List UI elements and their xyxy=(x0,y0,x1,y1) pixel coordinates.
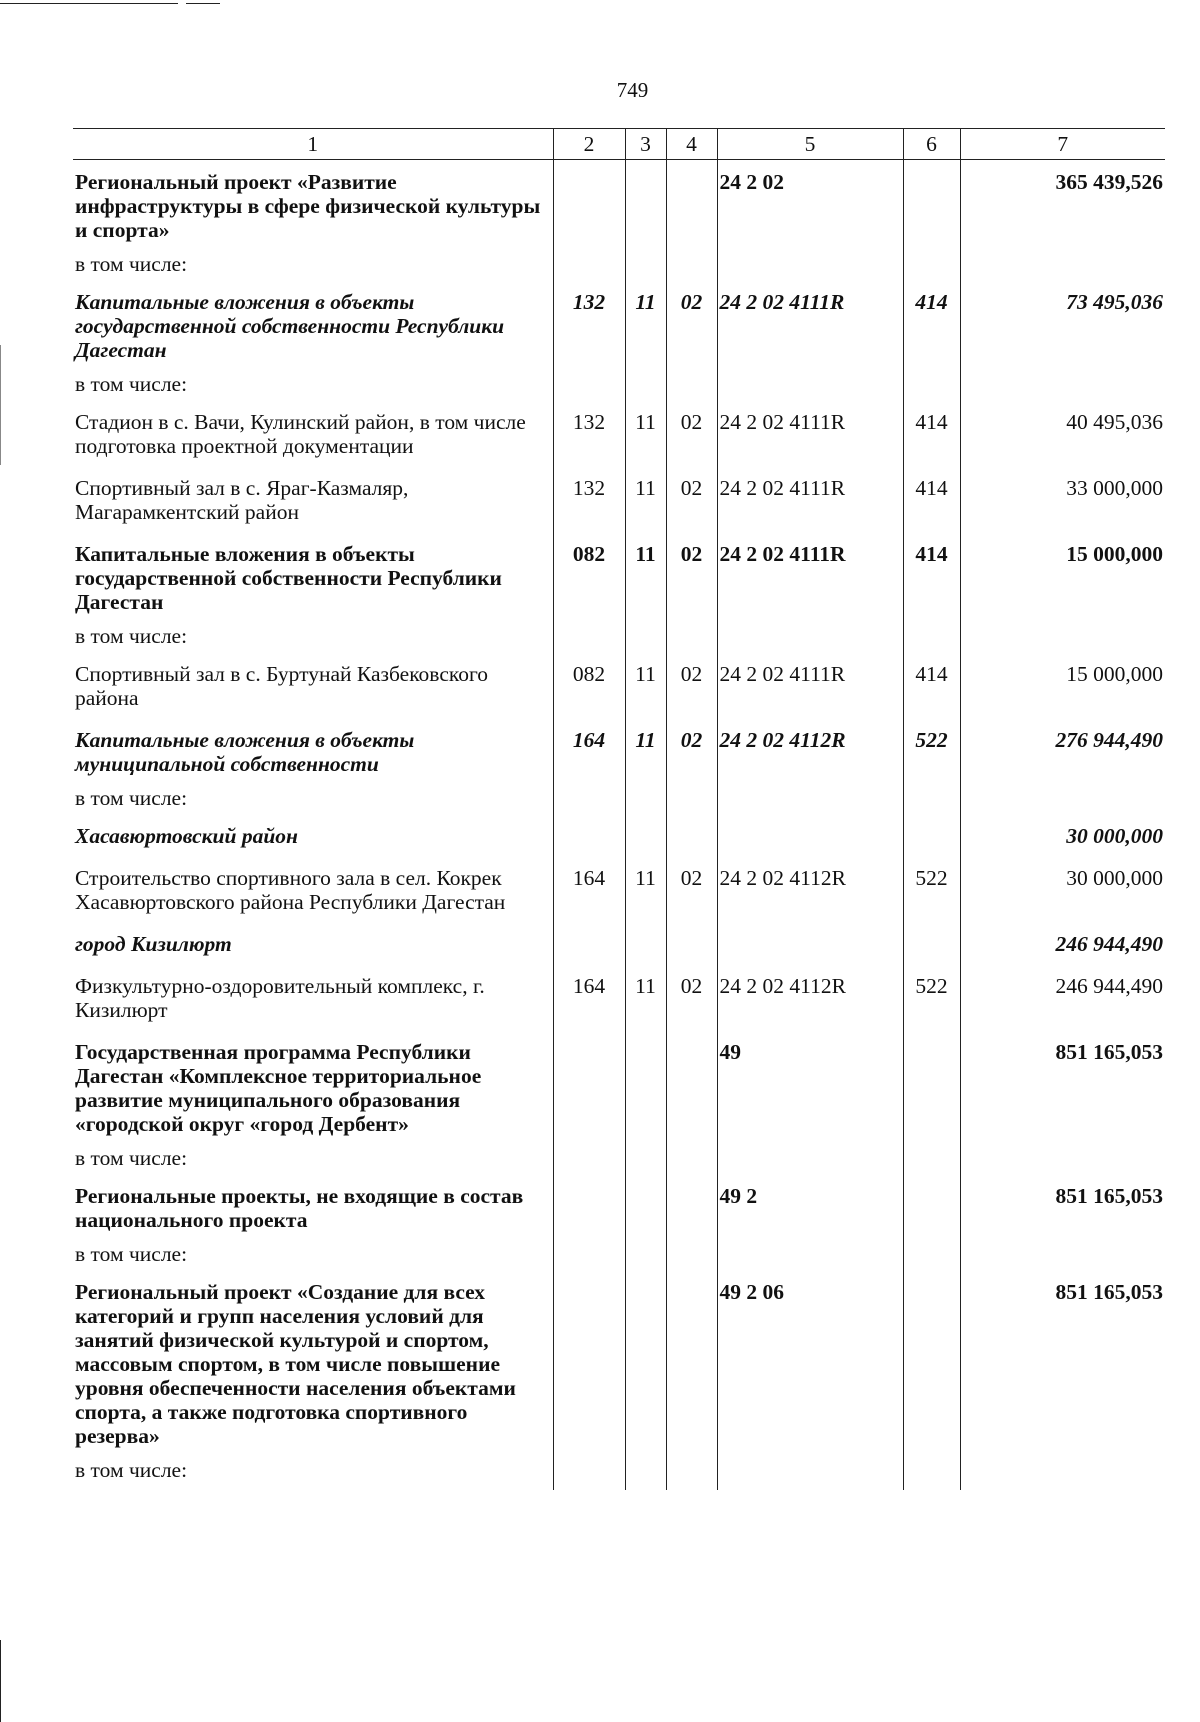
table-row xyxy=(73,532,1165,622)
row-code xyxy=(717,922,903,964)
row-code xyxy=(717,1144,903,1174)
table-row xyxy=(73,922,1165,964)
column-header: 5 xyxy=(717,129,903,160)
row-c6 xyxy=(903,160,960,251)
row-code xyxy=(717,370,903,400)
table-row xyxy=(73,784,1165,814)
table-row xyxy=(73,814,1165,856)
row-c6 xyxy=(903,370,960,400)
row-amount: 15 000,000 xyxy=(960,532,1165,622)
row-c2 xyxy=(553,250,625,280)
budget-table xyxy=(73,128,1165,1490)
row-amount xyxy=(960,1144,1165,1174)
row-c6: 414 xyxy=(903,466,960,532)
table-row xyxy=(73,160,1165,251)
table-row xyxy=(73,622,1165,652)
table-body xyxy=(73,160,1165,1491)
row-code: 24 2 02 4112R xyxy=(717,964,903,1030)
table-row xyxy=(73,280,1165,370)
row-c3 xyxy=(625,784,666,814)
row-c6: 522 xyxy=(903,964,960,1030)
row-c3 xyxy=(625,1144,666,1174)
row-c3 xyxy=(625,1174,666,1240)
table-header xyxy=(73,129,1165,160)
row-c4 xyxy=(666,922,717,964)
column-header: 3 xyxy=(625,129,666,160)
row-c2 xyxy=(553,1240,625,1270)
row-code xyxy=(717,814,903,856)
row-c6: 414 xyxy=(903,400,960,466)
row-c3: 11 xyxy=(625,856,666,922)
row-name: Строительство спортивного зала в сел. Кокрек Хасавюртовского района Республики Дагестан xyxy=(73,856,553,922)
row-amount: 851 165,053 xyxy=(960,1030,1165,1144)
row-c3 xyxy=(625,814,666,856)
row-amount: 851 165,053 xyxy=(960,1270,1165,1456)
row-c4 xyxy=(666,1174,717,1240)
row-amount: 33 000,000 xyxy=(960,466,1165,532)
row-code: 24 2 02 4111R xyxy=(717,532,903,622)
row-amount xyxy=(960,1456,1165,1490)
table-row xyxy=(73,1456,1165,1490)
row-amount: 246 944,490 xyxy=(960,964,1165,1030)
row-name: в том числе: xyxy=(73,370,553,400)
row-name: в том числе: xyxy=(73,622,553,652)
row-code xyxy=(717,1240,903,1270)
row-c4 xyxy=(666,622,717,652)
row-c4 xyxy=(666,814,717,856)
scan-artifact-left xyxy=(0,1640,1,1722)
row-c4 xyxy=(666,1240,717,1270)
table-row xyxy=(73,964,1165,1030)
row-code: 24 2 02 4111R xyxy=(717,466,903,532)
row-c6 xyxy=(903,622,960,652)
row-code: 24 2 02 4112R xyxy=(717,856,903,922)
scan-artifact-top xyxy=(0,3,178,4)
row-c3: 11 xyxy=(625,964,666,1030)
row-name: Капитальные вложения в объекты государственной собственности Республики Дагестан xyxy=(73,280,553,370)
row-name: Региональный проект «Развитие инфраструктуры в сфере физической культуры и спорта» xyxy=(73,160,553,251)
row-c3: 11 xyxy=(625,466,666,532)
row-c4 xyxy=(666,160,717,251)
row-name: в том числе: xyxy=(73,1240,553,1270)
row-c3 xyxy=(625,370,666,400)
row-c3 xyxy=(625,1270,666,1456)
row-c2: 132 xyxy=(553,280,625,370)
table-row xyxy=(73,370,1165,400)
row-amount xyxy=(960,1240,1165,1270)
row-name: Спортивный зал в с. Яраг-Казмаляр, Магарамкентский район xyxy=(73,466,553,532)
row-name: Капитальные вложения в объекты муниципальной собственности xyxy=(73,718,553,784)
row-c3 xyxy=(625,160,666,251)
row-amount: 15 000,000 xyxy=(960,652,1165,718)
row-name: в том числе: xyxy=(73,250,553,280)
table-row xyxy=(73,250,1165,280)
row-c4: 02 xyxy=(666,280,717,370)
row-c3 xyxy=(625,250,666,280)
row-code: 49 2 06 xyxy=(717,1270,903,1456)
row-c2: 082 xyxy=(553,652,625,718)
row-amount: 276 944,490 xyxy=(960,718,1165,784)
row-c4: 02 xyxy=(666,964,717,1030)
row-c3: 11 xyxy=(625,400,666,466)
row-amount: 246 944,490 xyxy=(960,922,1165,964)
row-amount: 30 000,000 xyxy=(960,814,1165,856)
row-c4 xyxy=(666,250,717,280)
row-c6: 414 xyxy=(903,532,960,622)
column-header: 1 xyxy=(73,129,553,160)
row-c6 xyxy=(903,1144,960,1174)
table-row xyxy=(73,466,1165,532)
row-c3: 11 xyxy=(625,532,666,622)
row-c6: 522 xyxy=(903,856,960,922)
row-c4: 02 xyxy=(666,718,717,784)
row-code: 49 xyxy=(717,1030,903,1144)
row-c2 xyxy=(553,1174,625,1240)
row-c6 xyxy=(903,922,960,964)
row-c3 xyxy=(625,1030,666,1144)
row-c2: 164 xyxy=(553,718,625,784)
row-c6 xyxy=(903,250,960,280)
row-c2: 164 xyxy=(553,964,625,1030)
table-row xyxy=(73,1144,1165,1174)
row-amount xyxy=(960,250,1165,280)
row-name: Капитальные вложения в объекты государственной собственности Республики Дагестан xyxy=(73,532,553,622)
row-name: Физкультурно-оздоровительный комплекс, г. Кизилюрт xyxy=(73,964,553,1030)
row-c6: 414 xyxy=(903,652,960,718)
row-code: 24 2 02 4111R xyxy=(717,400,903,466)
column-header: 7 xyxy=(960,129,1165,160)
row-c6 xyxy=(903,784,960,814)
row-c2: 132 xyxy=(553,400,625,466)
row-c2 xyxy=(553,814,625,856)
table-row xyxy=(73,1270,1165,1456)
row-c4 xyxy=(666,1030,717,1144)
row-c3 xyxy=(625,922,666,964)
table-row xyxy=(73,1030,1165,1144)
row-name: Хасавюртовский район xyxy=(73,814,553,856)
scan-artifact-left xyxy=(0,345,1,465)
row-name: в том числе: xyxy=(73,1456,553,1490)
row-c2 xyxy=(553,160,625,251)
scan-artifact-top xyxy=(186,3,220,4)
column-header: 6 xyxy=(903,129,960,160)
row-c2 xyxy=(553,1030,625,1144)
row-code: 24 2 02 4111R xyxy=(717,280,903,370)
page-number: 749 xyxy=(616,78,649,102)
row-c3 xyxy=(625,1240,666,1270)
row-name: в том числе: xyxy=(73,784,553,814)
row-name: Региональный проект «Создание для всех категорий и групп населения условий для занятий физической культурой и спортом, массовым спортом, в том числе повышение уровня обеспеченности населения объектами спорта, а также подготовка спортивного резерва» xyxy=(73,1270,553,1456)
row-c6: 414 xyxy=(903,280,960,370)
row-c4: 02 xyxy=(666,652,717,718)
row-amount: 40 495,036 xyxy=(960,400,1165,466)
row-c4: 02 xyxy=(666,466,717,532)
row-c3: 11 xyxy=(625,280,666,370)
row-name: в том числе: xyxy=(73,1144,553,1174)
row-c4 xyxy=(666,1456,717,1490)
row-c2 xyxy=(553,922,625,964)
row-amount: 851 165,053 xyxy=(960,1174,1165,1240)
row-c2 xyxy=(553,1144,625,1174)
row-name: Стадион в с. Вачи, Кулинский район, в том числе подготовка проектной документации xyxy=(73,400,553,466)
column-header: 4 xyxy=(666,129,717,160)
row-amount xyxy=(960,622,1165,652)
row-c4 xyxy=(666,1144,717,1174)
row-c2 xyxy=(553,784,625,814)
row-c4: 02 xyxy=(666,856,717,922)
row-amount: 30 000,000 xyxy=(960,856,1165,922)
row-name: Государственная программа Республики Дагестан «Комплексное территориальное развитие муниципального образования «городской округ «город Дербент» xyxy=(73,1030,553,1144)
row-amount: 365 439,526 xyxy=(960,160,1165,251)
row-c6 xyxy=(903,1240,960,1270)
row-code xyxy=(717,784,903,814)
row-c4: 02 xyxy=(666,400,717,466)
table-row xyxy=(73,400,1165,466)
row-c6 xyxy=(903,814,960,856)
row-code xyxy=(717,250,903,280)
row-c3 xyxy=(625,622,666,652)
row-c2: 132 xyxy=(553,466,625,532)
row-c2 xyxy=(553,622,625,652)
row-c6 xyxy=(903,1030,960,1144)
table-row xyxy=(73,1240,1165,1270)
row-c6: 522 xyxy=(903,718,960,784)
row-name: Региональные проекты, не входящие в состав национального проекта xyxy=(73,1174,553,1240)
row-code: 24 2 02 xyxy=(717,160,903,251)
row-amount xyxy=(960,370,1165,400)
row-c4: 02 xyxy=(666,532,717,622)
table-row xyxy=(73,856,1165,922)
row-code xyxy=(717,622,903,652)
row-c4 xyxy=(666,1270,717,1456)
row-c2 xyxy=(553,1456,625,1490)
table-row xyxy=(73,652,1165,718)
row-c2: 082 xyxy=(553,532,625,622)
column-header: 2 xyxy=(553,129,625,160)
row-amount xyxy=(960,784,1165,814)
row-c2 xyxy=(553,370,625,400)
row-code: 24 2 02 4112R xyxy=(717,718,903,784)
row-c3 xyxy=(625,1456,666,1490)
row-name: Спортивный зал в с. Буртунай Казбековского района xyxy=(73,652,553,718)
row-name: город Кизилюрт xyxy=(73,922,553,964)
row-c4 xyxy=(666,784,717,814)
row-c6 xyxy=(903,1270,960,1456)
table-row xyxy=(73,1174,1165,1240)
table-row xyxy=(73,718,1165,784)
row-code: 24 2 02 4111R xyxy=(717,652,903,718)
row-code: 49 2 xyxy=(717,1174,903,1240)
row-code xyxy=(717,1456,903,1490)
row-c6 xyxy=(903,1456,960,1490)
row-c2: 164 xyxy=(553,856,625,922)
row-c6 xyxy=(903,1174,960,1240)
row-c4 xyxy=(666,370,717,400)
row-c3: 11 xyxy=(625,718,666,784)
row-c2 xyxy=(553,1270,625,1456)
row-c3: 11 xyxy=(625,652,666,718)
row-amount: 73 495,036 xyxy=(960,280,1165,370)
